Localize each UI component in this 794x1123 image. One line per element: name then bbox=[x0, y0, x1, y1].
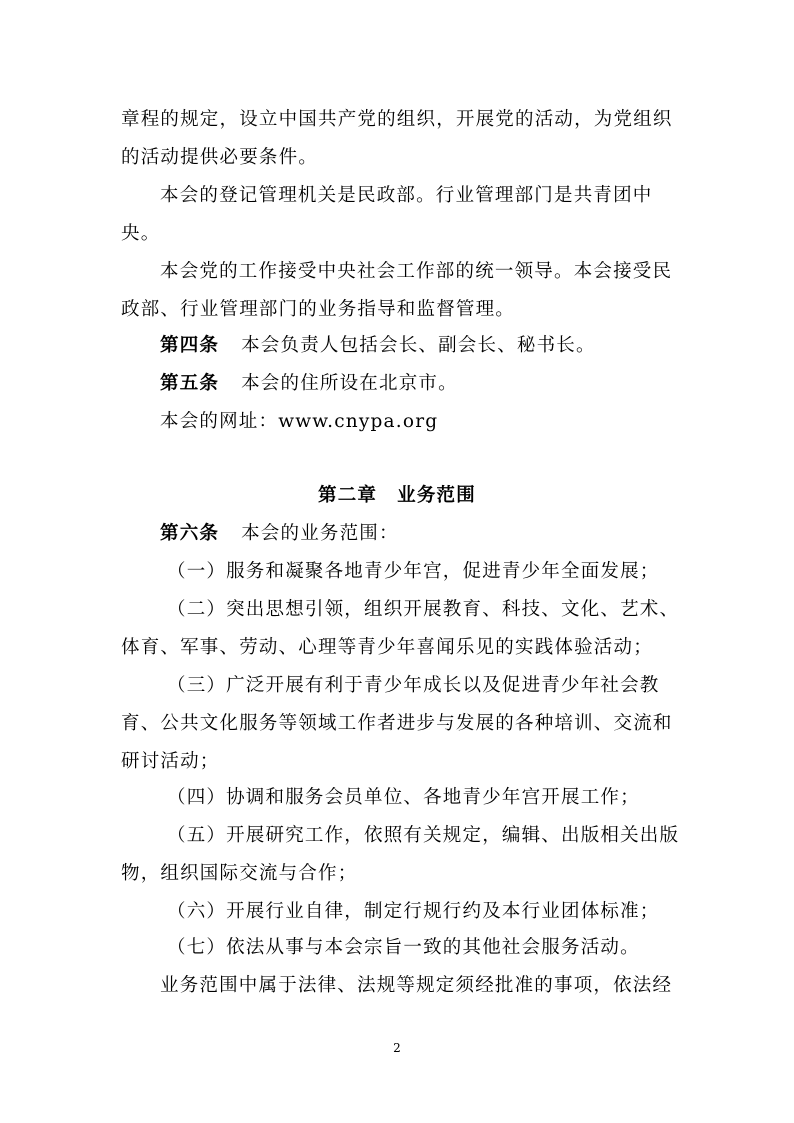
article-4 bbox=[160, 334, 716, 358]
scope-line: 研讨活动； bbox=[121, 751, 220, 772]
scope-line: （七）依法从事与本会宗旨一致的其他社会服务活动。 bbox=[167, 937, 640, 958]
body-line: 章程的规定，设立中国共产党的组织，开展党的活动，为党组织 bbox=[121, 109, 673, 130]
body-line: 的活动提供必要条件。 bbox=[121, 147, 319, 168]
article-5-text: 本会的住所设在北京市。 bbox=[241, 373, 458, 394]
website-line: 本会的网址：www.cnypa.org bbox=[160, 411, 439, 432]
scope-line: （三）广泛开展有利于青少年成长以及促进青少年社会教 bbox=[167, 675, 660, 696]
scope-line: （五）开展研究工作，依照有关规定，编辑、出版相关出版 bbox=[167, 825, 680, 846]
chapter-heading bbox=[0, 484, 794, 508]
article-4-label: 第四条 bbox=[160, 335, 220, 356]
body-line: 本会党的工作接受中央社会工作部的统一领导。本会接受民 bbox=[160, 261, 673, 282]
article-5-label: 第五条 bbox=[160, 373, 220, 394]
article-6 bbox=[160, 522, 716, 546]
chapter-title: 业务范围 bbox=[397, 485, 476, 506]
scope-line: 业务范围中属于法律、法规等规定须经批准的事项，依法经 bbox=[160, 975, 673, 996]
article-6-label: 第六条 bbox=[160, 523, 220, 544]
body-line: 政部、行业管理部门的业务指导和监督管理。 bbox=[121, 299, 516, 320]
article-6-text: 本会的业务范围： bbox=[241, 523, 399, 544]
scope-line: （四）协调和服务会员单位、各地青少年宫开展工作； bbox=[167, 787, 640, 808]
scope-line: 育、公共文化服务等领域工作者进步与发展的各种培训、交流和 bbox=[121, 713, 673, 734]
article-4-text: 本会负责人包括会长、副会长、秘书长。 bbox=[241, 335, 596, 356]
scope-line: （一）服务和凝聚各地青少年宫，促进青少年全面发展； bbox=[167, 561, 660, 582]
scope-line: 物，组织国际交流与合作； bbox=[121, 863, 358, 884]
page-number: 2 bbox=[393, 1041, 401, 1055]
article-5 bbox=[160, 372, 716, 396]
scope-line: （六）开展行业自律，制定行规行约及本行业团体标准； bbox=[167, 901, 660, 922]
scope-line: （二）突出思想引领，组织开展教育、科技、文化、艺术、 bbox=[167, 599, 680, 620]
body-line: 央。 bbox=[121, 223, 161, 244]
body-line: 本会的登记管理机关是民政部。行业管理部门是共青团中 bbox=[160, 185, 653, 206]
chapter-number: 第二章 bbox=[318, 485, 378, 506]
scope-line: 体育、军事、劳动、心理等青少年喜闻乐见的实践体验活动； bbox=[121, 637, 653, 658]
